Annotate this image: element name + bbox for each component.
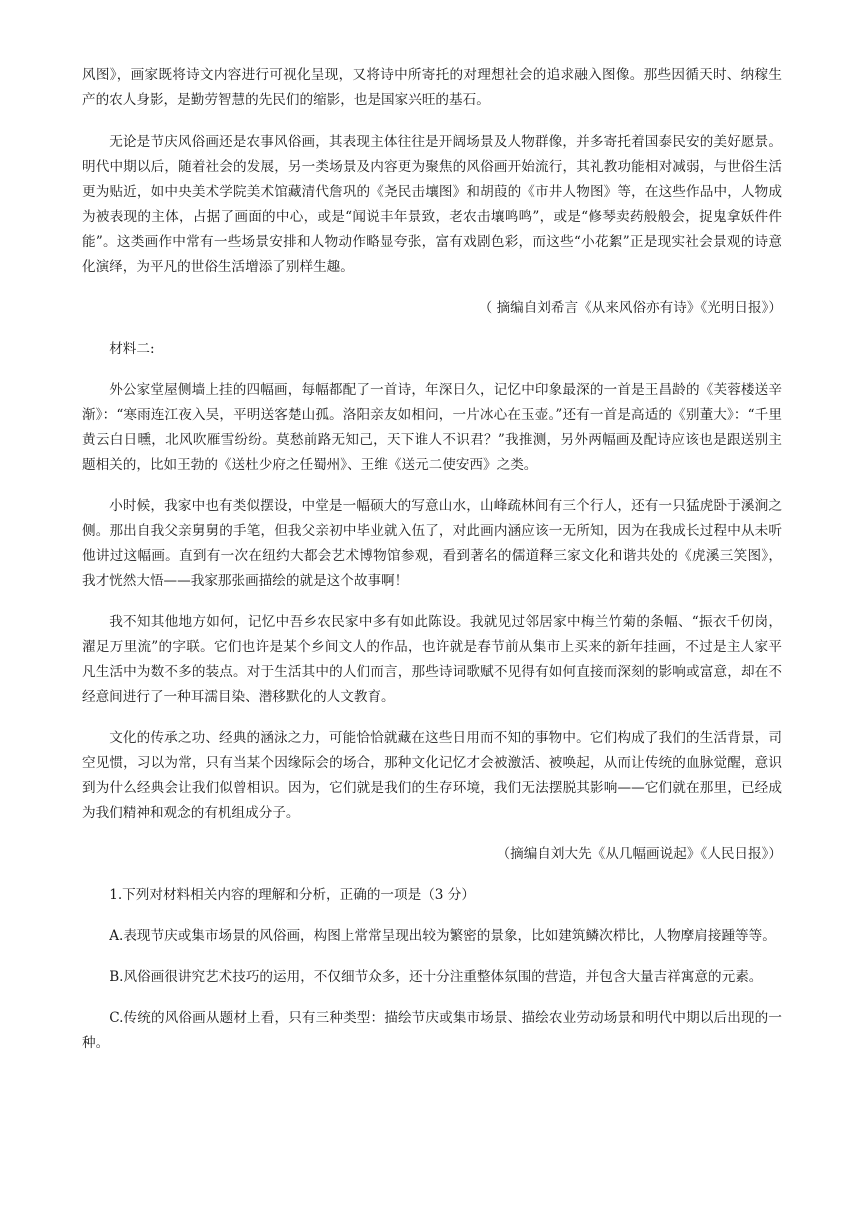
material2-paragraph-2: 小时候，我家中也有类似摆设，中堂是一幅硕大的写意山水，山峰疏林间有三个行人，还有一只猛虎卧于溪涧之侧。那出自我父亲舅舅的手笔，但我父亲初中毕业就入伍了，对此画内涵应该一无所知，因为在我成长过程中从未听他讲过这幅画。直到有一次在纽约大都会艺术博物馆参观，看到著名的儒道释三家文化和谐共处的《虎溪三笑图》，我才恍然大悟——我家那张画描绘的就是这个故事啊！ [82, 498, 782, 589]
material1-continuation: 风图》，画家既将诗文内容进行可视化呈现，又将诗中所寄托的对理想社会的追求融入图像。那些因循天时、纳稼生产的农人身影，是勤劳智慧的先民们的缩影，也是国家兴旺的基石。 [82, 67, 782, 108]
question-1-stem: 1.下列对材料相关内容的理解和分析，正确的一项是（3 分） [109, 887, 475, 903]
question-1-option-c: C.传统的风俗画从题材上看，只有三种类型：描绘节庆或集市场景、描绘农业劳动场景和明代中期以后出现的一种。 [82, 1010, 782, 1051]
material2-paragraph-3: 我不知其他地方如何，记忆中吾乡农民家中多有如此陈设。我就见过邻居家中梅兰竹菊的条幅、“振衣千仞岗，濯足万里流”的字联。它们也许是某个乡间文人的作品，也许就是春节前从集市上买来的新年挂画，不过是主人家平凡生活中为数不多的装点。对于生活其中的人们而言，那些诗词歌赋不见得有如何直接而深刻的影响或富意，却在不经意间进行了一种耳濡目染、潜移默化的人文教育。 [82, 614, 782, 705]
material2-paragraph-1: 外公家堂屋侧墙上挂的四幅画，每幅都配了一首诗，年深日久，记忆中印象最深的一首是王昌龄的《芙蓉楼送辛渐》：“寒雨连江夜入吴，平明送客楚山孤。洛阳亲友如相问，一片冰心在玉壶。”还有一首是高适的《别董大》：“千里黄云白日曛，北风吹雁雪纷纷。莫愁前路无知己，天下谁人不识君？”我推测，另外两幅画及配诗应该也是跟送别主题相关的，比如王勃的《送杜少府之任蜀州》、王维《送元二使安西》之类。 [82, 382, 782, 473]
document-page [82, 63, 782, 1056]
material2-paragraph-4: 文化的传承之功、经典的涵泳之力，可能恰恰就藏在这些日用而不知的事物中。它们构成了我们的生活背景，司空见惯，习以为常，只有当某个因缘际会的场合，那种文化记忆才会被激活、被唤起，从而让传统的血脉觉醒，意识到为什么经典会让我们似曾相识。因为，它们就是我们的生存环境，我们无法摆脱其影响——它们就在那里，已经成为我们精神和观念的有机组成分子。 [82, 730, 782, 821]
material2-source: （摘编自刘大先《从几幅画说起》《人民日报》） [496, 846, 782, 862]
material1-paragraph-2: 无论是节庆风俗画还是农事风俗画，其表现主体往往是开阔场景及人物群像，并多寄托着国泰民安的美好愿景。明代中期以后，随着社会的发展，另一类场景及内容更为聚焦的风俗画开始流行，其礼教功能相对减弱，与世俗生活更为贴近，如中央美术学院美术馆藏清代詹巩的《尧民击壤图》和胡葭的《市井人物图》等，在这些作品中，人物成为被表现的主体，占据了画面的中心，或是“闻说丰年景致，老农击壤鸣鸣”，或是“修琴卖药般般会，捉鬼拿妖件件能”。这类画作中常有一些场景安排和人物动作略显夸张，富有戏剧色彩，而这些“小花絮”正是现实社会景观的诗意化演绎，为平凡的世俗生活增添了别样生趣。 [82, 134, 782, 275]
question-1-option-b: B.风俗画很讲究艺术技巧的运用，不仅细节众多，还十分注重整体氛围的营造，并包含大量吉祥寓意的元素。 [109, 969, 763, 985]
material2-label: 材料二: [109, 341, 155, 357]
question-1-option-a: A.表现节庆或集市场景的风俗画，构图上常常呈现出较为繁密的景象，比如建筑鳞次栉比，人物摩肩接踵等等。 [109, 928, 776, 944]
material1-source: （ 摘编自刘希言《从来风俗亦有诗》《光明日报》） [478, 300, 782, 316]
